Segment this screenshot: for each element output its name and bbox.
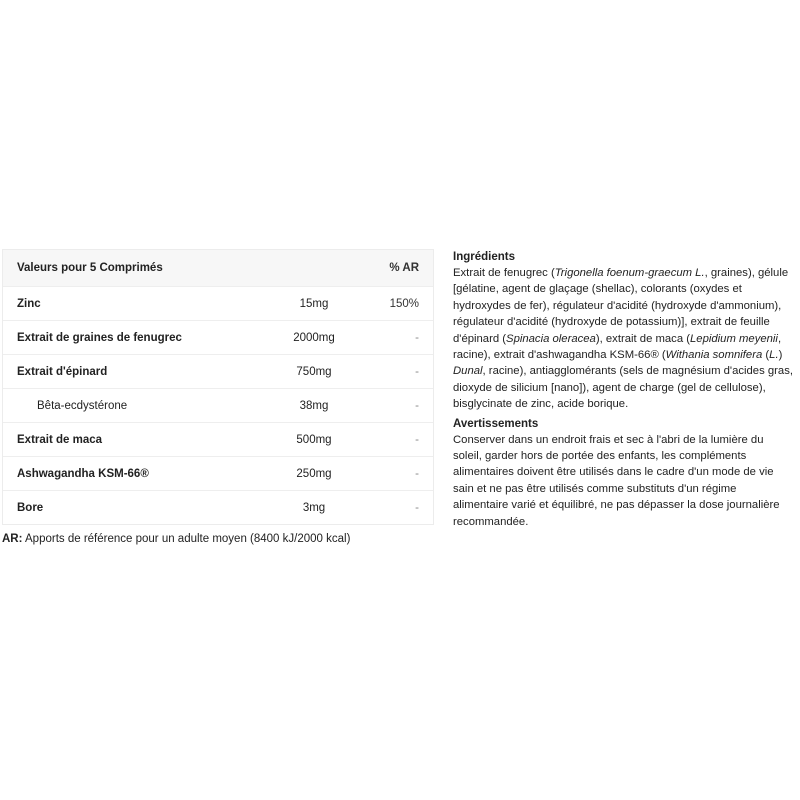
nutrient-name: Extrait d'épinard — [17, 365, 108, 378]
nutrient-name: Extrait de maca — [17, 433, 103, 446]
nutrient-amount: 250mg — [296, 467, 332, 480]
table-row — [3, 320, 433, 354]
ingredients-title: Ingrédients — [453, 251, 515, 263]
table-row — [3, 490, 433, 524]
nutrient-amount: 38mg — [299, 399, 329, 412]
nutrient-ar: 150% — [389, 297, 419, 310]
ingredient-text: ) — [778, 349, 783, 362]
footnote-text: Apports de référence pour un adulte moyen (8400 kJ/2000 kcal) — [22, 533, 351, 545]
nutrient-name: Extrait de graines de fenugrec — [17, 331, 182, 344]
nutrient-ar: - — [415, 433, 419, 446]
nutrient-amount: 2000mg — [293, 331, 335, 344]
nutrient-amount: 3mg — [302, 501, 326, 514]
nutrient-amount: 500mg — [296, 433, 332, 446]
header-label: Valeurs pour 5 Comprimés — [17, 262, 163, 274]
warnings-title: Avertissements — [453, 417, 539, 430]
ingredient-text: ( — [762, 349, 770, 362]
table-row — [3, 456, 433, 490]
info-panel — [453, 250, 793, 534]
nutrient-amount: 15mg — [299, 297, 329, 310]
ingredient-text: , racine), extrait d'ashwagandha KSM-66® ( — [453, 332, 782, 362]
ingredient-text: , racine), antiagglomérants (sels de magnésium d'acides gras, dioxyde de silicium [nano]), agent de charge (gel de cellulose), bisglycinate de zinc, acide borique. — [453, 365, 793, 411]
nutrient-ar: - — [415, 365, 419, 378]
latin-name: Lepidium meyenii — [690, 332, 778, 345]
table-row — [3, 354, 433, 388]
header-ar: % AR — [389, 262, 419, 274]
warnings-text: Conserver dans un endroit frais et sec à l'abri de la lumière du soleil, garder hors de portée des enfants, les compléments alimentaires doivent être utilisés dans le cadre d'un mode de vie sain et ne pas être utilisés comme substituts d'un régime alimentaire varié et équilibré, ne pas dépasser la dose journalière recommandée. — [453, 433, 780, 528]
table-header — [3, 250, 433, 286]
nutrient-ar: - — [415, 467, 419, 480]
table-row — [3, 388, 433, 422]
table-row — [3, 286, 433, 320]
ingredient-text: ), extrait de maca ( — [595, 332, 691, 345]
latin-name: Withania somnifera — [665, 349, 763, 362]
ingredients-text — [453, 265, 793, 413]
nutrition-table — [2, 249, 434, 525]
footnote-label: AR: — [2, 533, 23, 545]
ingredient-text: Extrait de fenugrec ( — [453, 267, 555, 279]
footnote — [2, 533, 350, 545]
nutrient-name: Zinc — [17, 297, 41, 310]
ingredient-text: , graines), gélule [gélatine, agent de glaçage (shellac), colorants (oxydes et hydroxydes de fer), régulateur d'acidité (hydroxyde d'ammonium), régulateur d'acidité (hydroxyde de potassium)], extrait de feuille d'épinard ( — [453, 267, 789, 345]
latin-name: Dunal — [453, 365, 483, 378]
nutrient-ar: - — [415, 399, 419, 412]
nutrient-name: Bore — [17, 501, 44, 514]
nutrient-ar: - — [415, 331, 419, 344]
nutrient-name: Ashwagandha KSM-66® — [17, 467, 149, 480]
table-row — [3, 422, 433, 456]
latin-name: L. — [769, 349, 779, 362]
nutrient-ar: - — [415, 501, 419, 514]
nutrient-name: Bêta-ecdystérone — [37, 399, 128, 412]
latin-name: Spinacia oleracea — [506, 332, 596, 345]
nutrient-amount: 750mg — [296, 365, 332, 378]
latin-name: Trigonella foenum-graecum L. — [554, 267, 705, 279]
